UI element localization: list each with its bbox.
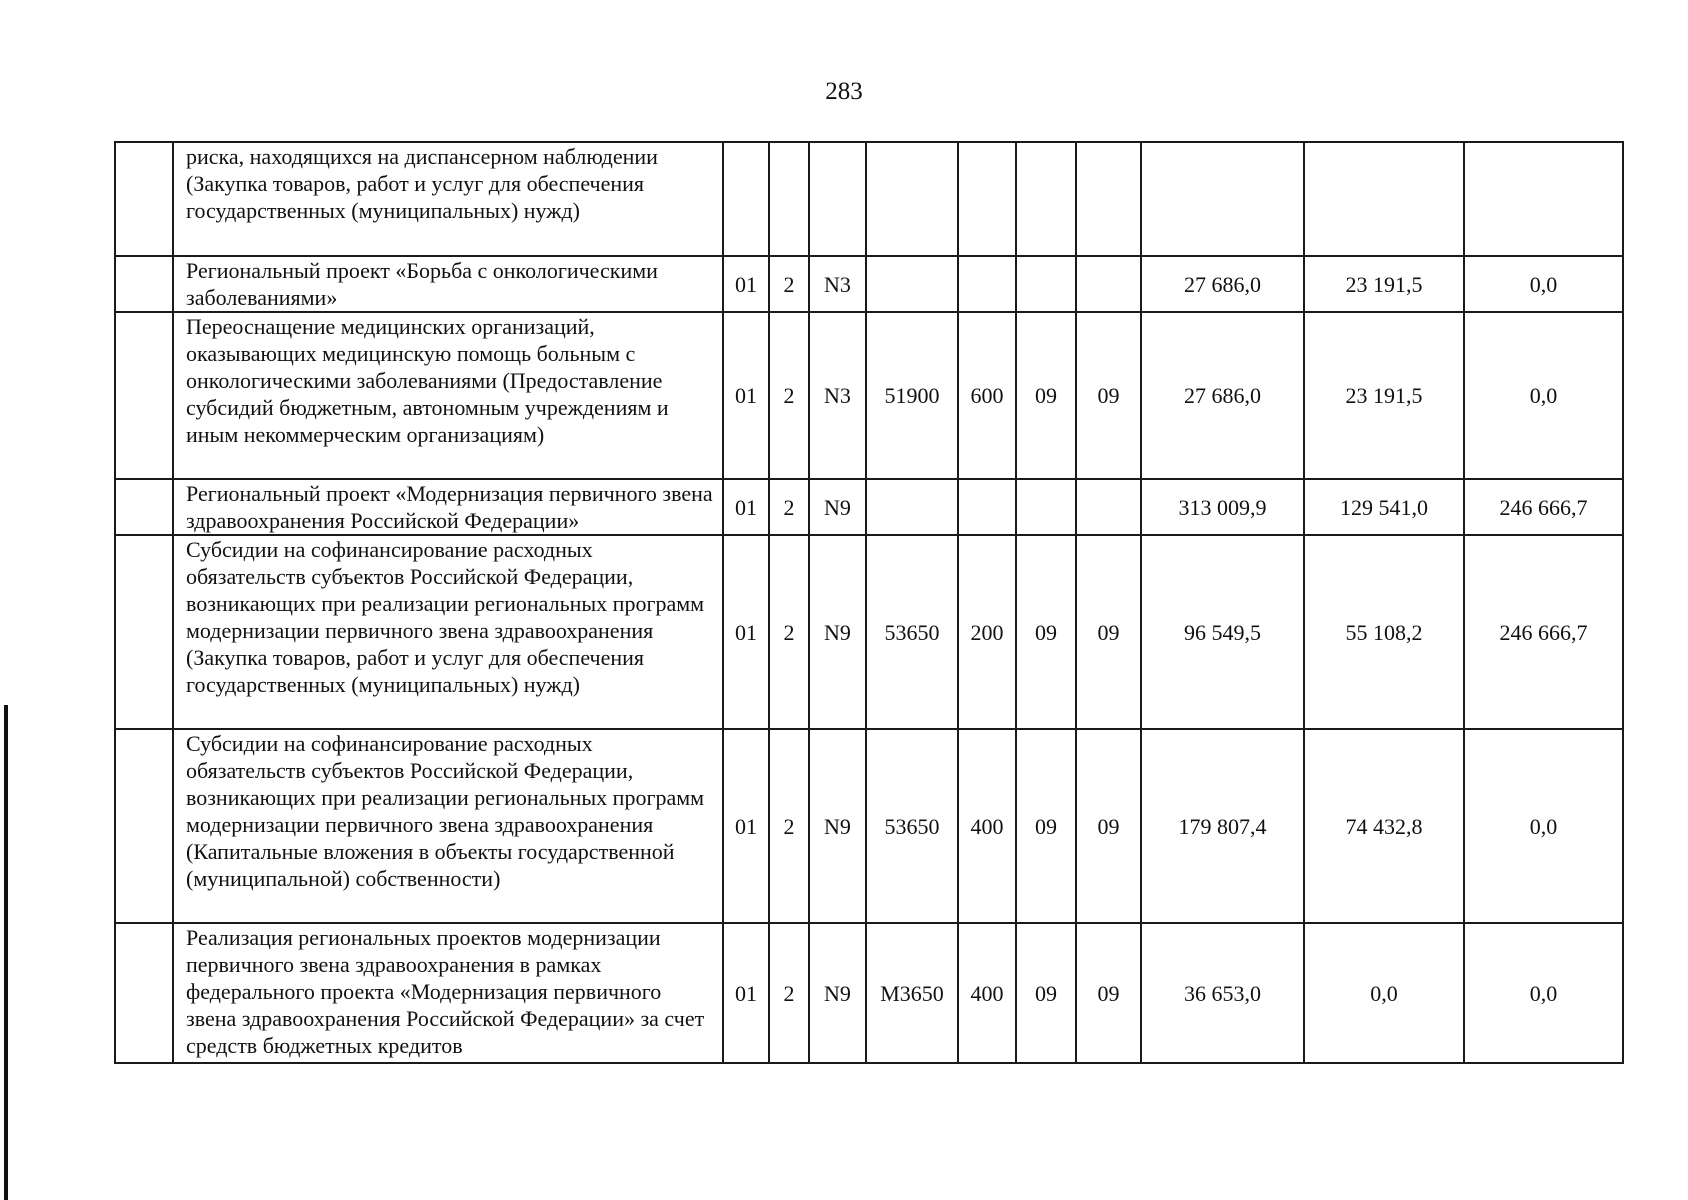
- section-cell: 09: [1016, 729, 1076, 923]
- code-project-cell: N9: [809, 923, 866, 1063]
- expense-type-cell: 200: [958, 535, 1016, 729]
- row-index-cell: [115, 535, 173, 729]
- description-cell: Переоснащение медицинских организаций, оказывающих медицинскую помощь больным с онкологическими заболеваниями (Предоставление субсидий бюджетным, автономным учреждениям и иным некоммерческим организациям): [173, 312, 723, 479]
- amount-cell-1: 179 807,4: [1141, 729, 1304, 923]
- description-cell: Субсидии на софинансирование расходных обязательств субъектов Российской Федерации, возникающих при реализации региональных программ модернизации первичного звена здравоохранения (Капитальные вложения в объекты государственной (муниципальной) собственности): [173, 729, 723, 923]
- expense-type-cell: [958, 142, 1016, 256]
- code-project-cell: N3: [809, 312, 866, 479]
- code-direction-cell: М3650: [866, 923, 958, 1063]
- row-index-cell: [115, 923, 173, 1063]
- budget-table: [114, 141, 1624, 1064]
- code-program-cell: 01: [723, 535, 769, 729]
- amount-cell-1: [1141, 142, 1304, 256]
- amount-cell-3: [1464, 142, 1623, 256]
- table-row: [115, 535, 1623, 729]
- code-program-cell: 01: [723, 729, 769, 923]
- row-index-cell: [115, 479, 173, 535]
- table-row: [115, 729, 1623, 923]
- table-row: [115, 256, 1623, 312]
- amount-cell-3: 0,0: [1464, 256, 1623, 312]
- scan-margin-mark: [4, 705, 8, 1200]
- expense-type-cell: 400: [958, 729, 1016, 923]
- table-row: [115, 142, 1623, 256]
- code-direction-cell: [866, 256, 958, 312]
- subsection-cell: [1076, 142, 1141, 256]
- code-project-cell: N9: [809, 479, 866, 535]
- row-index-cell: [115, 256, 173, 312]
- section-cell: [1016, 479, 1076, 535]
- code-direction-cell: 51900: [866, 312, 958, 479]
- code-subprogram-cell: 2: [769, 479, 809, 535]
- amount-cell-1: 313 009,9: [1141, 479, 1304, 535]
- description-cell: Субсидии на софинансирование расходных обязательств субъектов Российской Федерации, возникающих при реализации региональных программ модернизации первичного звена здравоохранения (Закупка товаров, работ и услуг для обеспечения государственных (муниципальных) нужд): [173, 535, 723, 729]
- amount-cell-1: 96 549,5: [1141, 535, 1304, 729]
- code-program-cell: 01: [723, 256, 769, 312]
- expense-type-cell: 600: [958, 312, 1016, 479]
- amount-cell-1: 36 653,0: [1141, 923, 1304, 1063]
- subsection-cell: 09: [1076, 923, 1141, 1063]
- row-index-cell: [115, 729, 173, 923]
- amount-cell-3: 0,0: [1464, 923, 1623, 1063]
- amount-cell-1: 27 686,0: [1141, 312, 1304, 479]
- section-cell: 09: [1016, 923, 1076, 1063]
- amount-cell-2: 0,0: [1304, 923, 1464, 1063]
- section-cell: [1016, 256, 1076, 312]
- code-project-cell: N9: [809, 535, 866, 729]
- code-direction-cell: [866, 479, 958, 535]
- amount-cell-3: 246 666,7: [1464, 535, 1623, 729]
- description-cell: Региональный проект «Борьба с онкологическими заболеваниями»: [173, 256, 723, 312]
- code-subprogram-cell: 2: [769, 729, 809, 923]
- code-direction-cell: 53650: [866, 729, 958, 923]
- expense-type-cell: [958, 479, 1016, 535]
- table-row: [115, 312, 1623, 479]
- code-subprogram-cell: [769, 142, 809, 256]
- section-cell: 09: [1016, 535, 1076, 729]
- table-row: [115, 923, 1623, 1063]
- amount-cell-3: 0,0: [1464, 312, 1623, 479]
- subsection-cell: 09: [1076, 312, 1141, 479]
- code-direction-cell: 53650: [866, 535, 958, 729]
- description-cell: Региональный проект «Модернизация первичного звена здравоохранения Российской Федерации»: [173, 479, 723, 535]
- code-program-cell: [723, 142, 769, 256]
- subsection-cell: [1076, 479, 1141, 535]
- code-program-cell: 01: [723, 923, 769, 1063]
- row-index-cell: [115, 312, 173, 479]
- row-index-cell: [115, 142, 173, 256]
- amount-cell-3: 246 666,7: [1464, 479, 1623, 535]
- amount-cell-2: 23 191,5: [1304, 256, 1464, 312]
- amount-cell-1: 27 686,0: [1141, 256, 1304, 312]
- expense-type-cell: [958, 256, 1016, 312]
- description-cell: риска, находящихся на диспансерном наблюдении (Закупка товаров, работ и услуг для обеспечения государственных (муниципальных) нужд): [173, 142, 723, 256]
- table-row: [115, 479, 1623, 535]
- code-project-cell: N3: [809, 256, 866, 312]
- subsection-cell: 09: [1076, 729, 1141, 923]
- amount-cell-3: 0,0: [1464, 729, 1623, 923]
- amount-cell-2: 55 108,2: [1304, 535, 1464, 729]
- code-subprogram-cell: 2: [769, 256, 809, 312]
- code-subprogram-cell: 2: [769, 535, 809, 729]
- subsection-cell: [1076, 256, 1141, 312]
- code-program-cell: 01: [723, 479, 769, 535]
- code-project-cell: [809, 142, 866, 256]
- code-program-cell: 01: [723, 312, 769, 479]
- expense-type-cell: 400: [958, 923, 1016, 1063]
- code-subprogram-cell: 2: [769, 923, 809, 1063]
- amount-cell-2: [1304, 142, 1464, 256]
- amount-cell-2: 74 432,8: [1304, 729, 1464, 923]
- amount-cell-2: 129 541,0: [1304, 479, 1464, 535]
- subsection-cell: 09: [1076, 535, 1141, 729]
- code-project-cell: N9: [809, 729, 866, 923]
- page-number: 283: [825, 78, 863, 105]
- description-cell: Реализация региональных проектов модернизации первичного звена здравоохранения в рамках федерального проекта «Модернизация первичного звена здравоохранения Российской Федерации» за счет средств бюджетных кредитов: [173, 923, 723, 1063]
- section-cell: 09: [1016, 312, 1076, 479]
- code-direction-cell: [866, 142, 958, 256]
- section-cell: [1016, 142, 1076, 256]
- code-subprogram-cell: 2: [769, 312, 809, 479]
- amount-cell-2: 23 191,5: [1304, 312, 1464, 479]
